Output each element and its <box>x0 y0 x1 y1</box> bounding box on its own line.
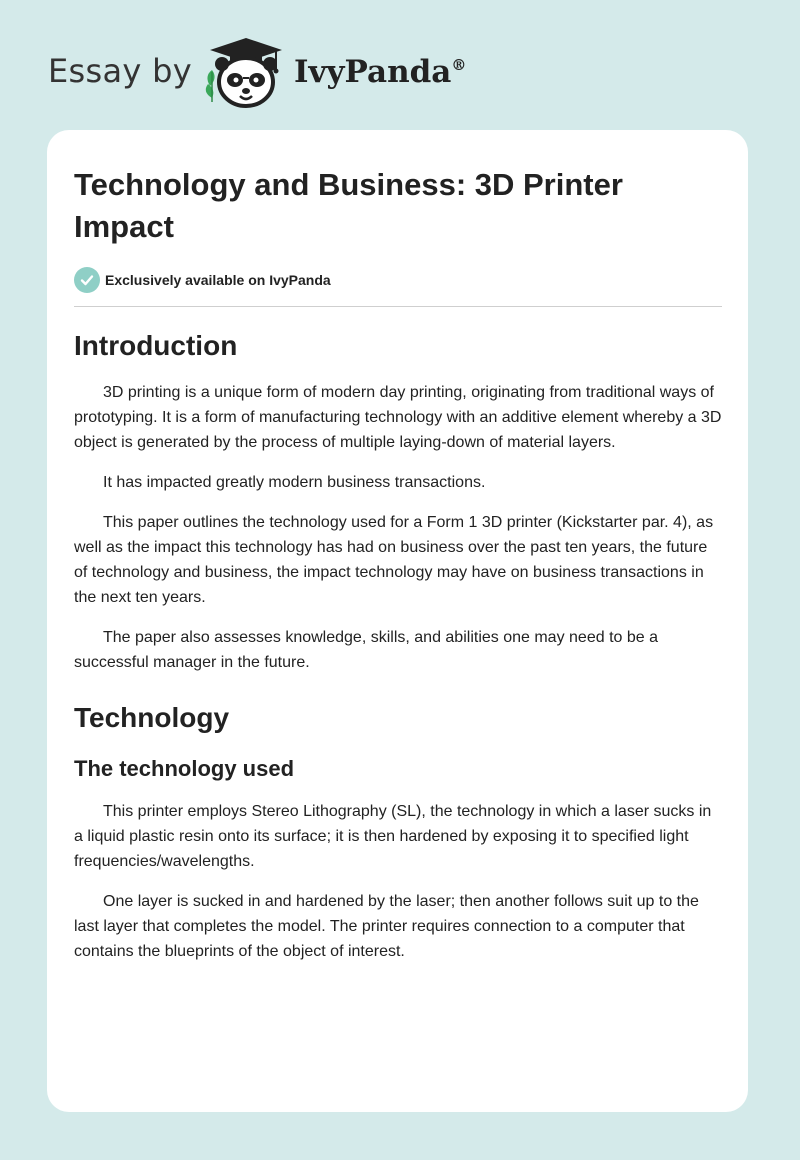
paragraph: 3D printing is a unique form of modern day printing, originating from traditional ways of prototyping. It is a form of manufacturing technology with an additive element whereby a 3D object is generated by the process of multiple laying-down of material layers. <box>74 384 722 451</box>
exclusive-text: Exclusively available on IvyPanda <box>105 272 331 288</box>
article-content <box>74 164 722 964</box>
registered-mark: ® <box>451 56 467 74</box>
section-heading-technology: Technology <box>74 702 230 733</box>
essay-by-label: Essay by <box>48 52 192 90</box>
article-card <box>47 130 748 1112</box>
paragraph: It has impacted greatly modern business transactions. <box>103 474 486 491</box>
article-title: Technology and Business: 3D Printer Impact <box>74 167 623 244</box>
paragraph: This paper outlines the technology used for a Form 1 3D printer (Kickstarter par. 4), as well as the impact this technology has had on business over the past ten years, the future of technology and business, the impact technology may have on business transactions in the next ten years. <box>74 514 714 606</box>
brand-name[interactable] <box>294 54 466 90</box>
site-header <box>0 0 800 130</box>
paragraph: One layer is sucked in and hardened by the laser; then another follows suit up to the last layer that completes the model. The printer requires connection to a computer that contains the blueprints of the object of interest. <box>74 893 699 960</box>
subsection-heading-technology-used: The technology used <box>74 756 295 781</box>
brand-text: IvyPanda <box>294 54 452 90</box>
exclusive-badge <box>74 266 722 294</box>
paragraph: This printer employs Stereo Lithography (SL), the technology in which a laser sucks in a liquid plastic resin onto its surface; it is then hardened by exposing it to specified light frequencies/wavelengths. <box>74 803 712 870</box>
check-icon <box>74 267 100 293</box>
section-heading-introduction: Introduction <box>74 330 238 361</box>
paragraph: The paper also assesses knowledge, skills, and abilities one may need to be a successful manager in the future. <box>74 629 658 671</box>
divider <box>74 306 722 307</box>
panda-graduate-icon[interactable] <box>200 36 292 108</box>
